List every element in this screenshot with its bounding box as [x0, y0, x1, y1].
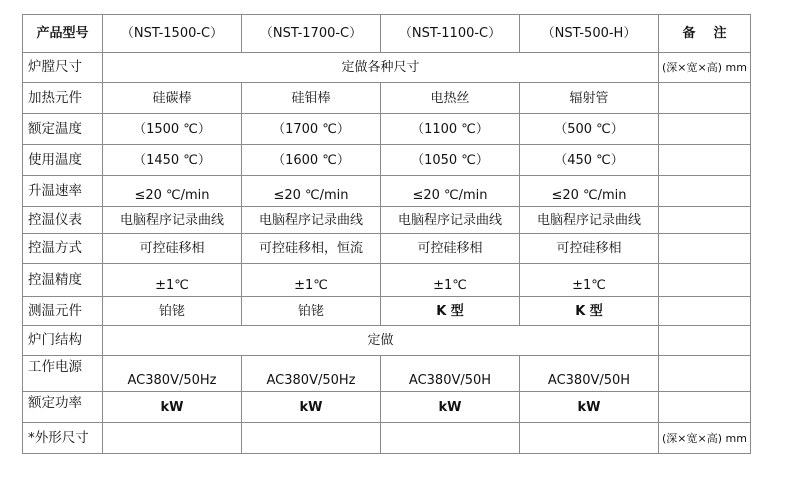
row-value: ±1℃: [242, 264, 381, 297]
row-remark: [659, 392, 751, 423]
row-span-value: 定做: [103, 326, 659, 356]
row-value: （1450 ℃）: [103, 145, 242, 176]
table-row: [23, 423, 751, 454]
row-value: kW: [103, 392, 242, 423]
row-value: （1100 ℃）: [381, 114, 520, 145]
row-label: *外形尺寸: [23, 423, 103, 454]
row-remark: [659, 145, 751, 176]
row-value: [520, 423, 659, 454]
table-row: [23, 326, 751, 356]
row-value: AC380V/50Hz: [103, 356, 242, 392]
row-value: ±1℃: [520, 264, 659, 297]
row-value: 铂铑: [103, 297, 242, 326]
table-row: [23, 114, 751, 145]
row-value: K 型: [520, 297, 659, 326]
row-value: kW: [242, 392, 381, 423]
row-value: 可控硅移相: [103, 234, 242, 264]
row-label: 加热元件: [23, 83, 103, 114]
header-remark: 备 注: [659, 15, 751, 53]
row-value: 硅碳棒: [103, 83, 242, 114]
table-row: [23, 176, 751, 207]
row-value: ≤20 ℃/min: [103, 176, 242, 207]
table-row: [23, 297, 751, 326]
row-label: 控温方式: [23, 234, 103, 264]
row-remark: [659, 207, 751, 234]
header-model-1: （NST-1500-C）: [103, 15, 242, 53]
row-value: 电脑程序记录曲线: [103, 207, 242, 234]
row-value: ±1℃: [103, 264, 242, 297]
row-value: AC380V/50H: [520, 356, 659, 392]
row-label: 工作电源: [23, 356, 103, 392]
row-remark: [659, 176, 751, 207]
row-remark: [659, 297, 751, 326]
row-remark: [659, 356, 751, 392]
row-value: [103, 423, 242, 454]
header-model-2: （NST-1700-C）: [242, 15, 381, 53]
row-remark: [659, 326, 751, 356]
row-value: （1500 ℃）: [103, 114, 242, 145]
row-value: （450 ℃）: [520, 145, 659, 176]
header-model-3: （NST-1100-C）: [381, 15, 520, 53]
row-value: kW: [520, 392, 659, 423]
row-value: 电热丝: [381, 83, 520, 114]
row-value: 电脑程序记录曲线: [242, 207, 381, 234]
table-row: [23, 145, 751, 176]
row-value: ≤20 ℃/min: [520, 176, 659, 207]
table-row: [23, 83, 751, 114]
header-label: 产品型号: [23, 15, 103, 53]
row-remark: [659, 83, 751, 114]
row-value: AC380V/50Hz: [242, 356, 381, 392]
row-value: ±1℃: [381, 264, 520, 297]
row-remark: (深×宽×高) mm: [659, 53, 751, 83]
row-label: 炉膛尺寸: [23, 53, 103, 83]
row-value: 可控硅移相: [381, 234, 520, 264]
row-value: 电脑程序记录曲线: [520, 207, 659, 234]
row-value: [381, 423, 520, 454]
table-row: [23, 207, 751, 234]
row-value: AC380V/50H: [381, 356, 520, 392]
table-row: [23, 392, 751, 423]
row-value: ≤20 ℃/min: [242, 176, 381, 207]
row-span-value: 定做各种尺寸: [103, 53, 659, 83]
row-value: 铂铑: [242, 297, 381, 326]
row-value: 电脑程序记录曲线: [381, 207, 520, 234]
row-label: 测温元件: [23, 297, 103, 326]
row-value: （1600 ℃）: [242, 145, 381, 176]
row-label: 控温仪表: [23, 207, 103, 234]
row-value: 辐射管: [520, 83, 659, 114]
row-label: 控温精度: [23, 264, 103, 297]
row-remark: [659, 234, 751, 264]
table-row: [23, 264, 751, 297]
row-value: [242, 423, 381, 454]
row-value: ≤20 ℃/min: [381, 176, 520, 207]
row-value: K 型: [381, 297, 520, 326]
table-row: [23, 234, 751, 264]
row-value: （1700 ℃）: [242, 114, 381, 145]
row-value: kW: [381, 392, 520, 423]
row-label: 炉门结构: [23, 326, 103, 356]
row-value: （1050 ℃）: [381, 145, 520, 176]
spec-table-container: [22, 14, 751, 454]
table-row: [23, 53, 751, 83]
row-label: 升温速率: [23, 176, 103, 207]
row-value: 硅钼棒: [242, 83, 381, 114]
table-header-row: [23, 15, 751, 53]
row-value: 可控硅移相: [520, 234, 659, 264]
row-remark: [659, 114, 751, 145]
spec-table: [22, 14, 751, 454]
row-remark: [659, 264, 751, 297]
row-value: （500 ℃）: [520, 114, 659, 145]
row-label: 额定温度: [23, 114, 103, 145]
row-remark: (深×宽×高) mm: [659, 423, 751, 454]
row-label: 额定功率: [23, 392, 103, 423]
header-model-4: （NST-500-H）: [520, 15, 659, 53]
table-row: [23, 356, 751, 392]
row-label: 使用温度: [23, 145, 103, 176]
row-value: 可控硅移相，恒流: [242, 234, 381, 264]
